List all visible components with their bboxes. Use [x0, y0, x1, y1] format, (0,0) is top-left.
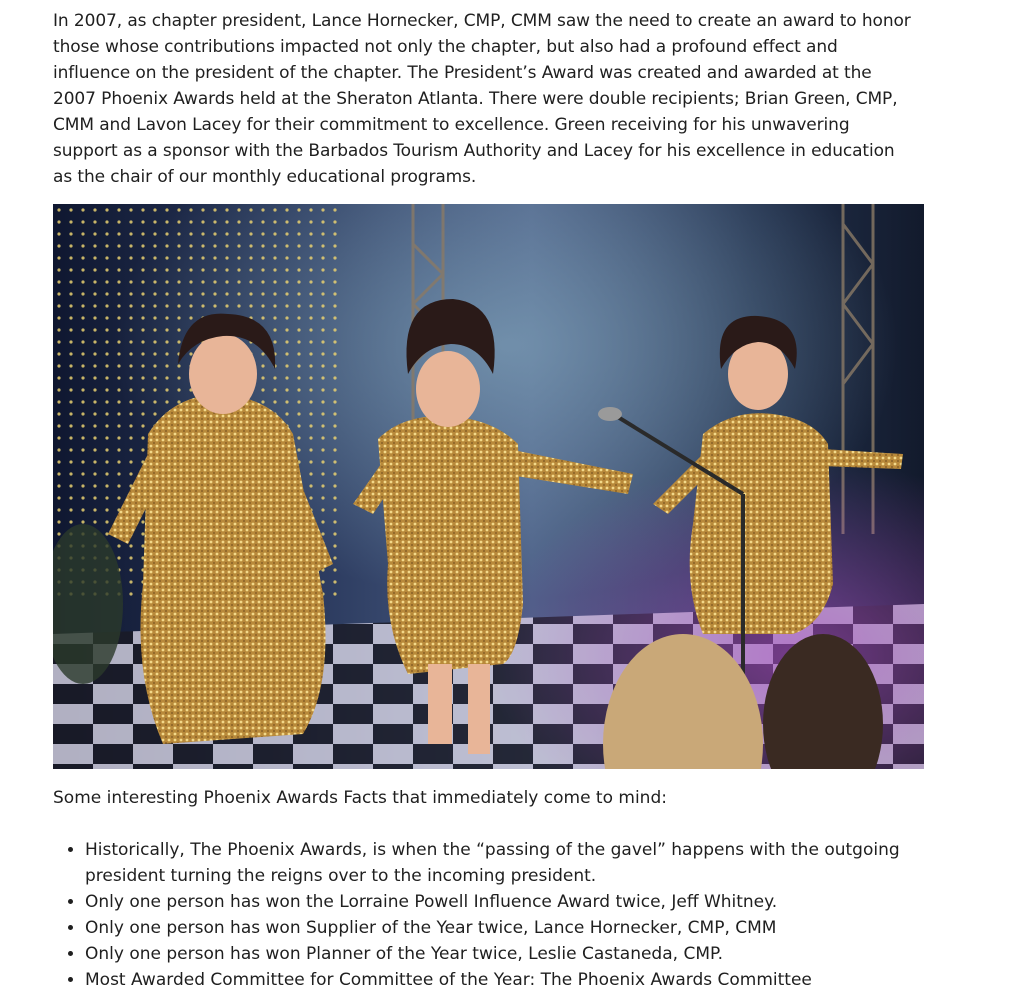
article-content [53, 8, 913, 993]
fact-item: • Historically, The Phoenix Awards, is when the “passing of the gavel” happens with the outgoing president turning the reigns over to the incoming president. [85, 837, 913, 889]
facts-intro: Some interesting Phoenix Awards Facts that immediately come to mind: [53, 788, 667, 808]
fact-item: • Only one person has won Supplier of the Year twice, Lance Hornecker, CMP, CMM [85, 915, 913, 941]
fact-item: • Only one person has won Planner of the Year twice, Leslie Castaneda, CMP. [85, 941, 913, 967]
facts-list [53, 837, 913, 993]
performers-photo [53, 204, 924, 769]
fact-item: • Most Awarded Committee for Committee of the Year: The Phoenix Awards Committee [85, 967, 913, 993]
intro-paragraph: In 2007, as chapter president, Lance Hornecker, CMP, CMM saw the need to create an award to honor those whose contributions impacted not only the chapter, but also had a profound effect and influence on the president of the chapter. The President’s Award was created and awarded at the 2007 Phoenix Awards held at the Sheraton Atlanta. There were double recipients; Brian Green, CMP, CMM and Lavon Lacey for their commitment to excellence. Green receiving for his unwavering support as a sponsor with the Barbados Tourism Authority and Lacey for his excellence in education as the chair of our monthly educational programs. [53, 11, 911, 187]
fact-item: • Only one person has won the Lorraine Powell Influence Award twice, Jeff Whitney. [85, 889, 913, 915]
